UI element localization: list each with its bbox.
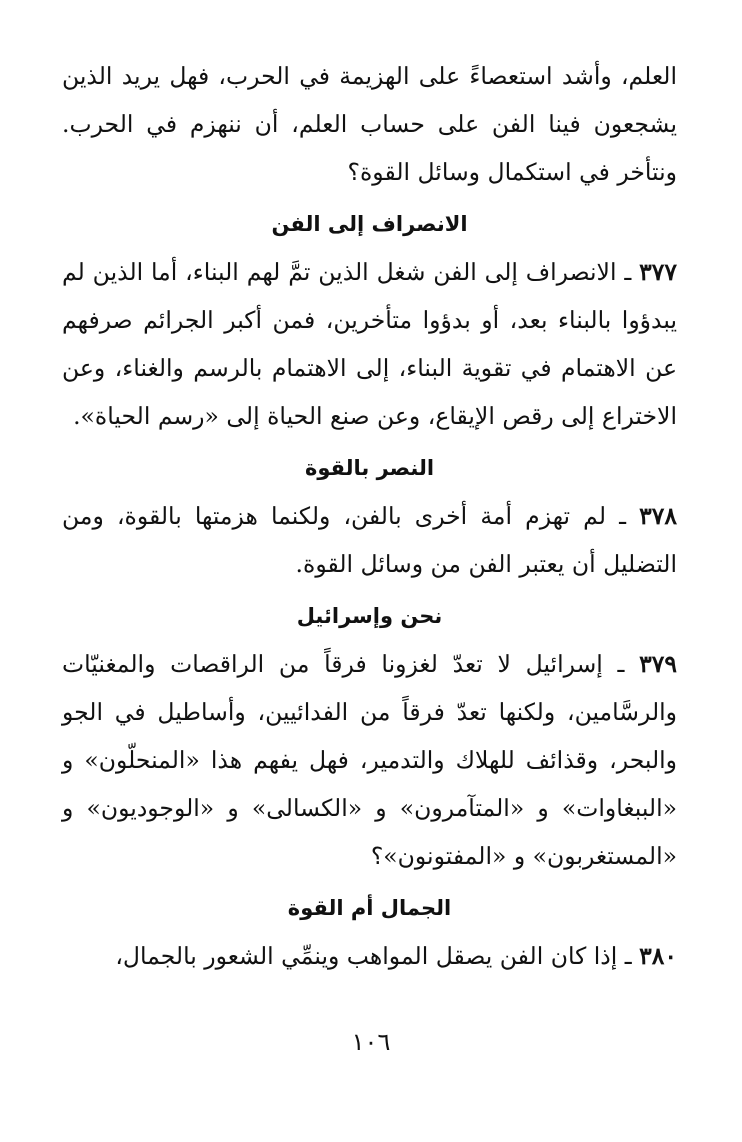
page-number: ١٠٦ bbox=[351, 1028, 391, 1056]
paragraph-dash: ـ bbox=[617, 942, 640, 970]
numbered-paragraph bbox=[62, 932, 677, 980]
continuation-paragraph: العلم، وأشد استعصاءً على الهزيمة في الحرب، فهل يريد الذين يشجعون فينا الفن على حساب العلم، أن ننهزم في الحرب. ونتأخر في استكمال وسائل القوة؟ bbox=[62, 62, 677, 186]
paragraph-text: إسرائيل لا تعدّ لغزونا فرقاً من الراقصات والمغنيّات والرسَّامين، ولكنها تعدّ فرقاً من الفدائيين، وأساطيل في الجو والبحر، وقذائف للهلاك والتدمير، فهل يفهم هذا «المنحلّون» و «الببغاوات» و «المتآمرون» و «الكسالى» و «الوجوديون» و «المستغربون» و «المفتونون»؟ bbox=[62, 650, 677, 870]
paragraph-dash: ـ bbox=[616, 258, 640, 286]
paragraph-text: لم تهزم أمة أخرى بالفن، ولكنما هزمتها بالقوة، ومن التضليل أن يعتبر الفن من وسائل القوة. bbox=[62, 502, 677, 578]
numbered-paragraph bbox=[62, 248, 677, 440]
paragraph-number: ٣٧٩ bbox=[639, 650, 678, 678]
section-heading: الانصراف إلى الفن bbox=[271, 212, 468, 236]
section-heading: نحن وإسرائيل bbox=[296, 604, 443, 628]
page-body bbox=[62, 52, 677, 980]
paragraph-dash: ـ bbox=[602, 650, 640, 678]
numbered-paragraph bbox=[62, 492, 677, 588]
paragraph-number: ٣٧٨ bbox=[639, 502, 677, 530]
paragraph-text: الانصراف إلى الفن شغل الذين تمَّ لهم البناء، أما الذين لم يبدؤوا بالبناء بعد، أو بدؤوا متأخرين، فمن أكبر الجرائم صرفهم عن الاهتمام في تقوية البناء، إلى الاهتمام بالرسم والغناء، وعن الاختراع إلى رقص الإيقاع، وعن صنع الحياة إلى «رسم الحياة». bbox=[62, 258, 677, 430]
numbered-paragraph bbox=[62, 640, 677, 880]
section-heading: النصر بالقوة bbox=[304, 456, 435, 480]
paragraph-dash: ـ bbox=[605, 502, 640, 530]
section-heading: الجمال أم القوة bbox=[287, 896, 452, 920]
paragraph-text: إذا كان الفن يصقل المواهب وينمِّي الشعور بالجمال، bbox=[115, 942, 618, 970]
paragraph-number: ٣٨٠ bbox=[639, 942, 677, 970]
paragraph-number: ٣٧٧ bbox=[639, 258, 678, 286]
